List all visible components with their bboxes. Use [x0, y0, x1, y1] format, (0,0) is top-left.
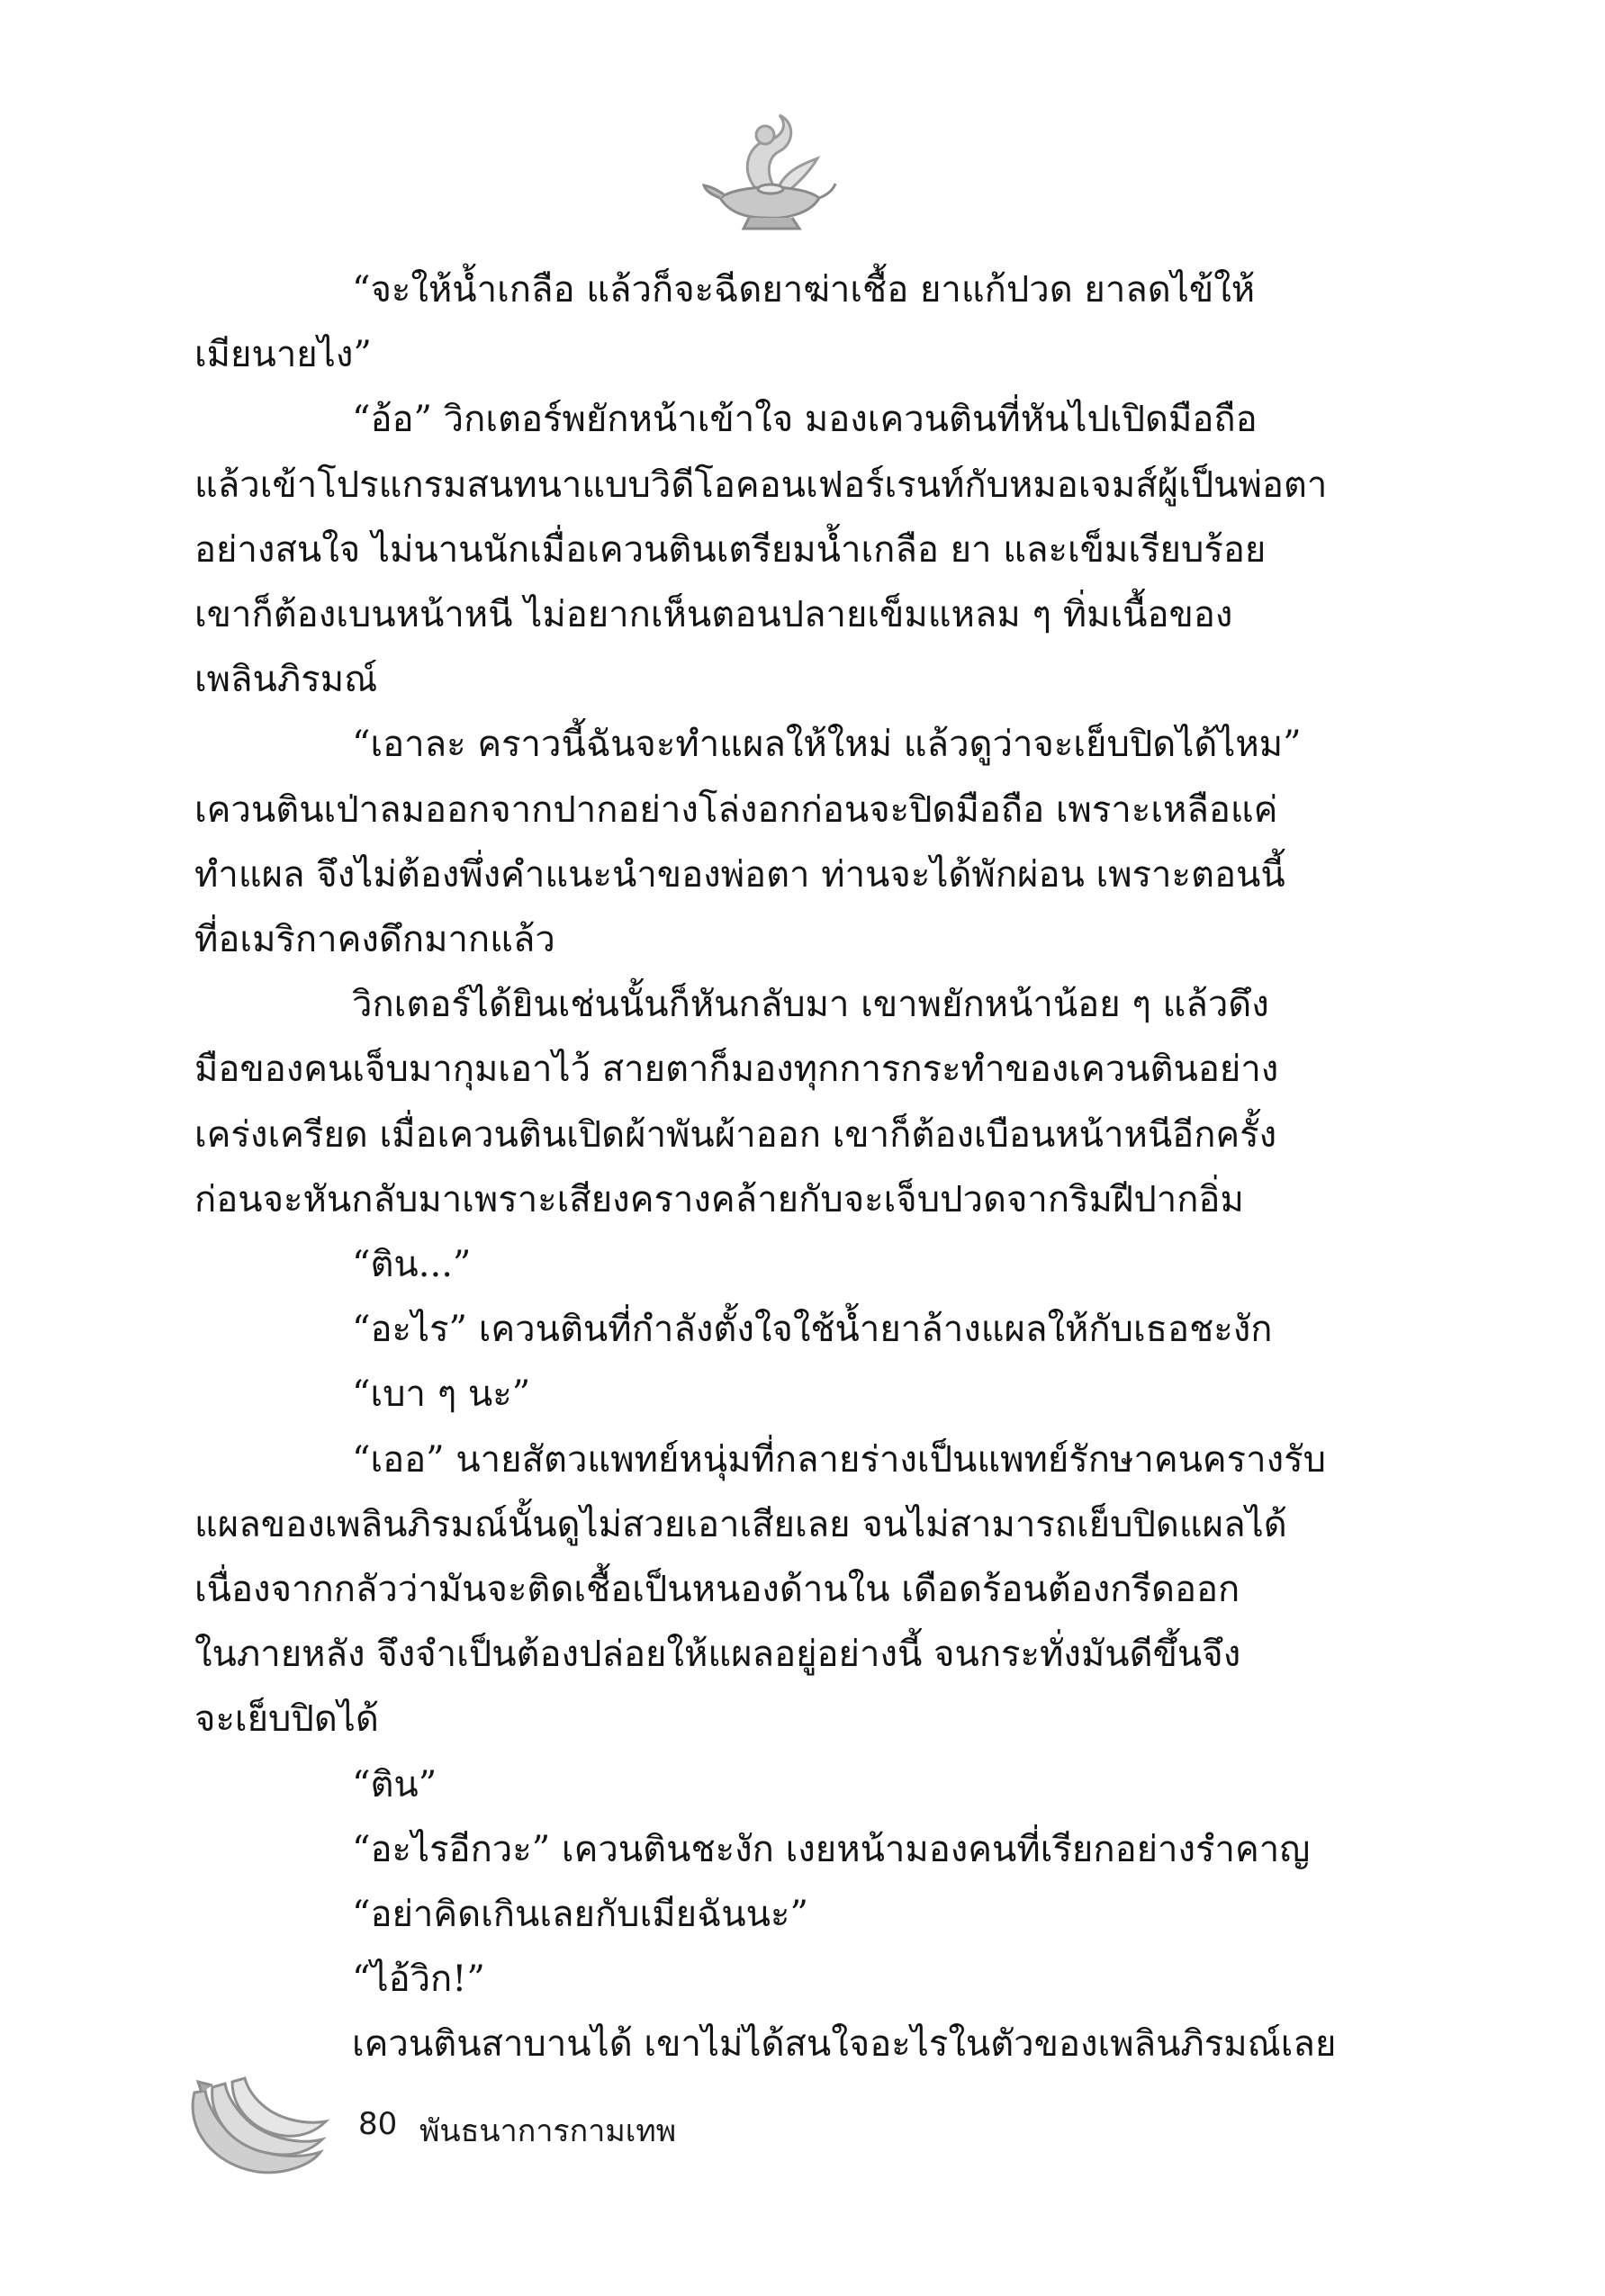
text-line: “อย่าคิดเกินเลยกับเมียฉันนะ”	[352, 1894, 808, 1935]
text-line: เพลินภิรมณ์	[194, 659, 378, 701]
magic-lamp-icon	[702, 108, 837, 234]
text-line: มือของคนเจ็บมากุมเอาไว้ สายตาก็มองทุกการกระทำของเควนตินอย่าง	[194, 1049, 1279, 1091]
text-line: เคร่งเครียด เมื่อเควนตินเปิดผ้าพันผ้าออก เขาก็ต้องเบือนหน้าหนีอีกครั้ง	[194, 1113, 1277, 1156]
text-line: เควนตินสาบานได้ เขาไม่ได้สนใจอะไรในตัวของเพลินภิรมณ์เลย	[352, 2023, 1337, 2066]
text-line: “เบา ๆ นะ”	[352, 1373, 531, 1416]
text-line: “ติน...”	[352, 1244, 472, 1285]
text-line: แผลของเพลินภิรมณ์นั้นดูไม่สวยเอาเสียเลย จนไม่สามารถเย็บปิดแผลได้	[194, 1503, 1287, 1545]
text-line: แล้วเข้าโปรแกรมสนทนาแบบวิดีโอคอนเฟอร์เรนท์กับหมอเจมส์ผู้เป็นพ่อตา	[194, 464, 1328, 506]
text-line: “จะให้น้ำเกลือ แล้วก็จะฉีดยาฆ่าเชื้อ ยาแก้ปวด ยาลดไข้ให้	[352, 269, 1256, 311]
text-line: “เออ” นายสัตวแพทย์หนุ่มที่กลายร่างเป็นแพทย์รักษาคนครางรับ	[352, 1438, 1327, 1481]
text-line: “ไอ้วิก!”	[352, 1958, 485, 2001]
text-line: วิกเตอร์ได้ยินเช่นนั้นก็หันกลับมา เขาพยักหน้าน้อย ๆ แล้วดึง	[352, 984, 1269, 1026]
text-line: เควนตินเป่าลมออกจากปากอย่างโล่งอกก่อนจะปิดมือถือ เพราะเหลือแค่	[194, 788, 1278, 831]
page-number: 80	[358, 2106, 398, 2142]
text-line: “เอาละ คราวนี้ฉันจะทำแผลให้ใหม่ แล้วดูว่าจะเย็บปิดได้ไหม”	[352, 724, 1302, 766]
text-line: เมียนายไง”	[194, 334, 372, 376]
text-line: เนื่องจากกลัวว่ามันจะติดเชื้อเป็นหนองด้านใน เดือดร้อนต้องกรีดออก	[194, 1569, 1240, 1610]
text-line: “อะไร” เควนตินที่กำลังตั้งใจใช้น้ำยาล้างแผลให้กับเธอชะงัก	[352, 1309, 1273, 1351]
book-title: พันธนาการกามเทพ	[419, 2113, 677, 2149]
bananas-icon	[185, 2075, 329, 2178]
text-line: อย่างสนใจ ไม่นานนักเมื่อเควนตินเตรียมน้ำเกลือ ยา และเข็มเรียบร้อย	[194, 528, 1267, 571]
text-line: จะเย็บปิดได้	[194, 1698, 379, 1741]
text-line: ในภายหลัง จึงจำเป็นต้องปล่อยให้แผลอยู่อย่างนี้ จนกระทั่งมันดีขึ้นจึง	[194, 1634, 1241, 1676]
text-line: “อะไรอีกวะ” เควนตินชะงัก เงยหน้ามองคนที่เรียกอย่างรำคาญ	[352, 1828, 1311, 1870]
text-line: “ติน”	[352, 1763, 437, 1805]
text-line: ที่อเมริกาคงดึกมากแล้ว	[194, 919, 555, 960]
text-line: เขาก็ต้องเบนหน้าหนี ไม่อยากเห็นตอนปลายเข็มแหลม ๆ ทิ่มเนื้อของ	[194, 594, 1233, 635]
text-line: “อ้อ” วิกเตอร์พยักหน้าเข้าใจ มองเควนตินที่หันไปเปิดมือถือ	[352, 399, 1258, 441]
text-line: ทำแผล จึงไม่ต้องพึ่งคำแนะนำของพ่อตา ท่านจะได้พักผ่อน เพราะตอนนี้	[194, 853, 1285, 896]
text-line: ก่อนจะหันกลับมาเพราะเสียงครางคล้ายกับจะเจ็บปวดจากริมฝีปากอิ่ม	[194, 1178, 1244, 1220]
